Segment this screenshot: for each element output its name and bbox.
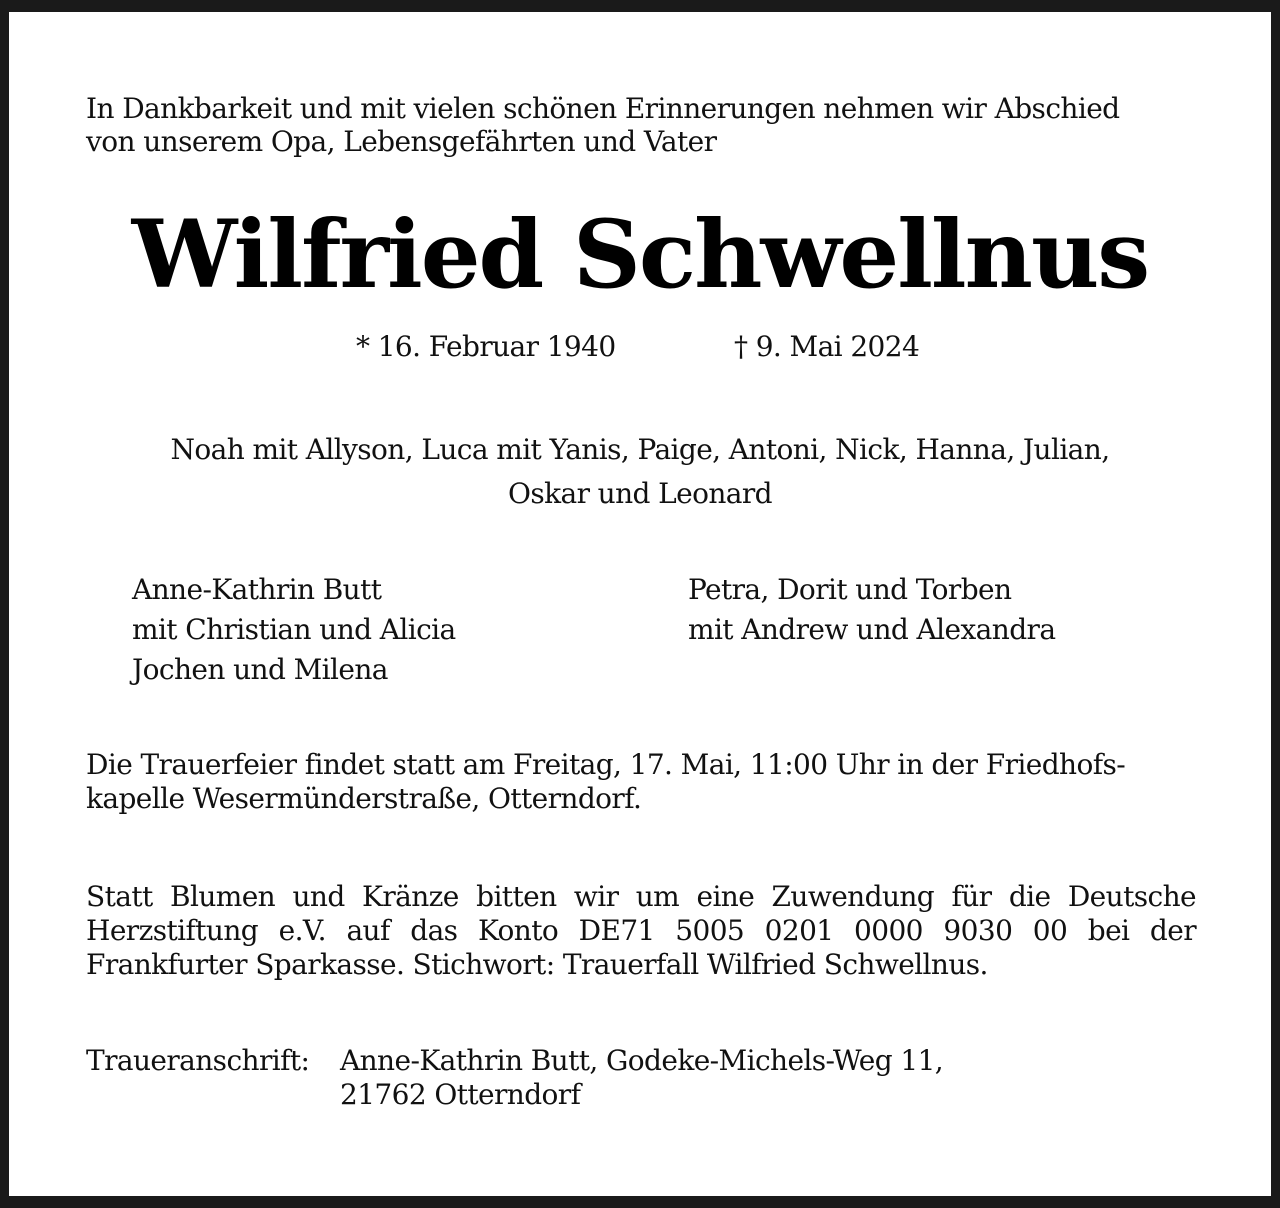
family-member: mit Christian und Alicia [132,613,456,646]
donation-line: Statt Blumen und Kränze bitten wir um eine Zuwendung für die Deutsche [86,880,1196,913]
family-column-left [132,570,456,690]
family-member: Anne-Kathrin Butt [132,573,382,606]
intro-line: In Dankbarkeit und mit vielen schönen Erinnerungen nehmen wir Abschied [86,92,1120,125]
ceremony-line: kapelle Wesermünderstraße, Otterndorf. [86,782,642,815]
family-member: Jochen und Milena [132,653,388,686]
grandchildren-line: Oskar und Leonard [507,477,773,510]
ceremony-line: Die Trauerfeier findet statt am Freitag, 17. Mai, 11:00 Uhr in der Friedhofs- [86,748,1126,781]
intro-line: von unserem Opa, Lebensgefährten und Vater [86,125,717,158]
donation-info [86,880,1196,982]
family-column-right [688,570,1055,650]
address-label: Traueranschrift: [86,1044,310,1077]
grandchildren-line: Noah mit Allyson, Luca mit Yanis, Paige, Antoni, Nick, Hanna, Julian, [170,433,1110,466]
mourning-address [340,1044,943,1112]
birth-date: * 16. Februar 1940 [356,330,616,363]
donation-line: Herzstiftung e.V. auf das Konto DE71 5005 0201 0000 9030 00 bei der [86,914,1196,947]
grandchildren-list [40,428,1240,516]
donation-line: Frankfurter Sparkasse. Stichwort: Trauerfall Wilfried Schwellnus. [86,948,988,981]
address-line: 21762 Otterndorf [340,1078,581,1111]
family-member: mit Andrew und Alexandra [688,613,1056,646]
life-dates [0,330,1280,366]
deceased-name: Wilfried Schwellnus [131,200,1149,310]
ceremony-info [86,748,1196,816]
address-line: Anne-Kathrin Butt, Godeke-Michels-Weg 11, [340,1044,944,1077]
death-date: † 9. Mai 2024 [734,330,920,363]
intro-text [86,92,1206,158]
family-member: Petra, Dorit und Torben [688,573,1012,606]
